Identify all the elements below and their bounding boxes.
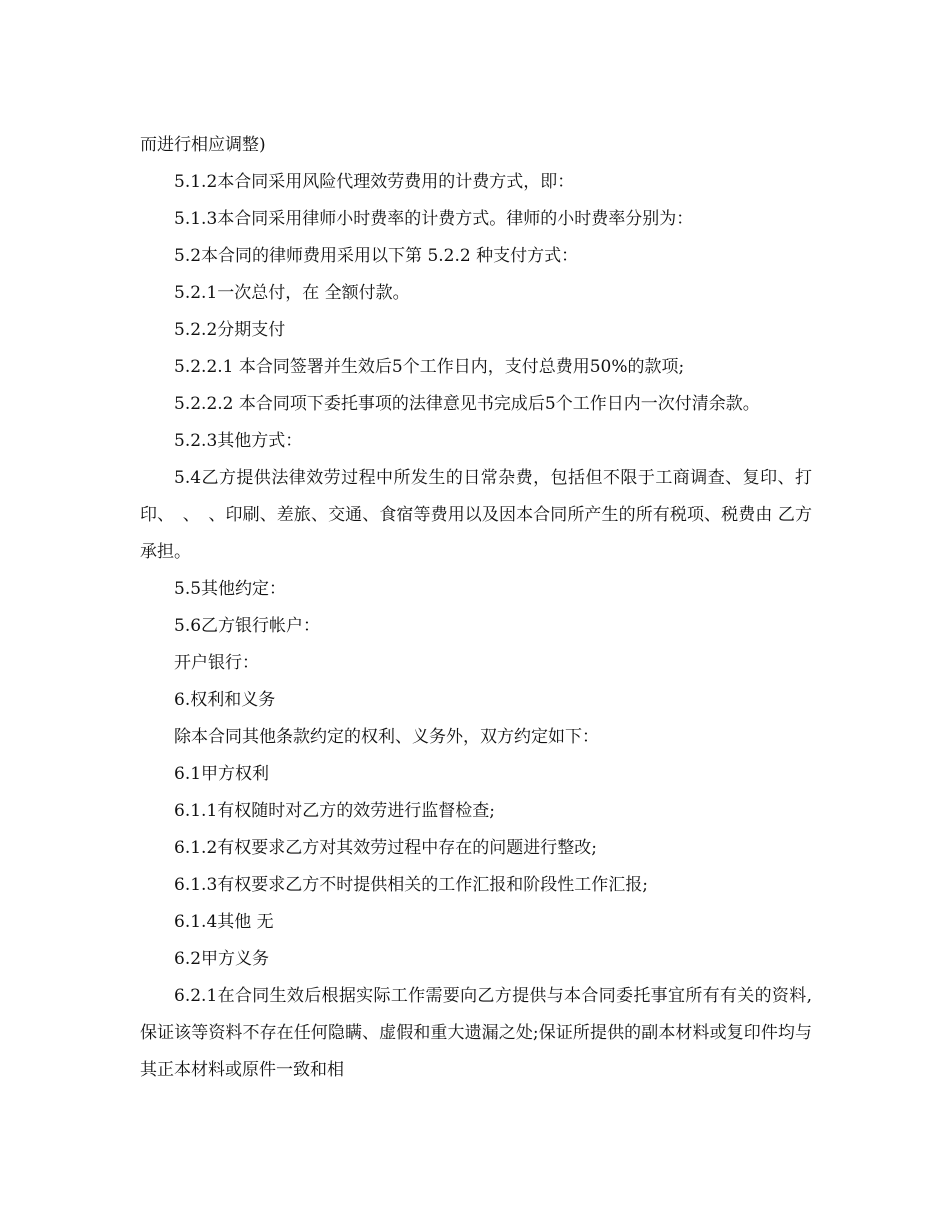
paragraph: 5.4乙方提供法律效劳过程中所发生的日常杂费，包括但不限于工商调查、复印、打印、 、 、印刷、差旅、交通、食宿等费用以及因本合同所产生的所有税项、税费由 乙方承担。 <box>140 468 812 562</box>
paragraph: 6.权利和义务 <box>174 690 276 710</box>
paragraph: 除本合同其他条款约定的权利、义务外，双方约定如下： <box>174 727 599 747</box>
paragraph: 开户银行： <box>174 653 259 673</box>
paragraph: 5.2.2分期支付 <box>174 320 286 340</box>
paragraph: 5.2本合同的律师费用采用以下第 5.2.2 种支付方式： <box>174 246 579 266</box>
paragraph: 6.1甲方权利 <box>174 764 270 784</box>
paragraph: 6.1.1有权随时对乙方的效劳进行监督检查; <box>174 801 495 821</box>
paragraph: 5.6乙方银行帐户： <box>174 616 321 636</box>
paragraph: 5.5其他约定： <box>174 579 287 599</box>
document-body <box>140 127 812 1089</box>
paragraph: 5.2.2.1 本合同签署并生效后5个工作日内，支付总费用50%的款项; <box>174 357 685 377</box>
paragraph: 6.2.1在合同生效后根据实际工作需要向乙方提供与本合同委托事宜所有有关的资料,保证该等资料不存在任何隐瞒、虚假和重大遗漏之处;保证所提供的副本材料或复印件均与其正本材料或原件一致和相 <box>140 986 812 1080</box>
paragraph: 6.1.3有权要求乙方不时提供相关的工作汇报和阶段性工作汇报; <box>174 875 648 895</box>
paragraph: 5.2.3其他方式： <box>174 431 303 451</box>
paragraph: 6.1.2有权要求乙方对其效劳过程中存在的问题进行整改; <box>174 838 597 858</box>
paragraph: 5.2.2.2 本合同项下委托事项的法律意见书完成后5个工作日内一次付清余款。 <box>174 394 760 414</box>
paragraph: 6.1.4其他 无 <box>174 912 274 932</box>
paragraph: 5.1.2本合同采用风险代理效劳费用的计费方式，即： <box>174 172 575 192</box>
paragraph: 5.1.3本合同采用律师小时费率的计费方式。律师的小时费率分别为： <box>174 209 694 229</box>
paragraph: 6.2甲方义务 <box>174 949 270 969</box>
paragraph: 5.2.1一次总付，在 全额付款。 <box>174 283 410 303</box>
paragraph: 而进行相应调整) <box>140 135 266 155</box>
